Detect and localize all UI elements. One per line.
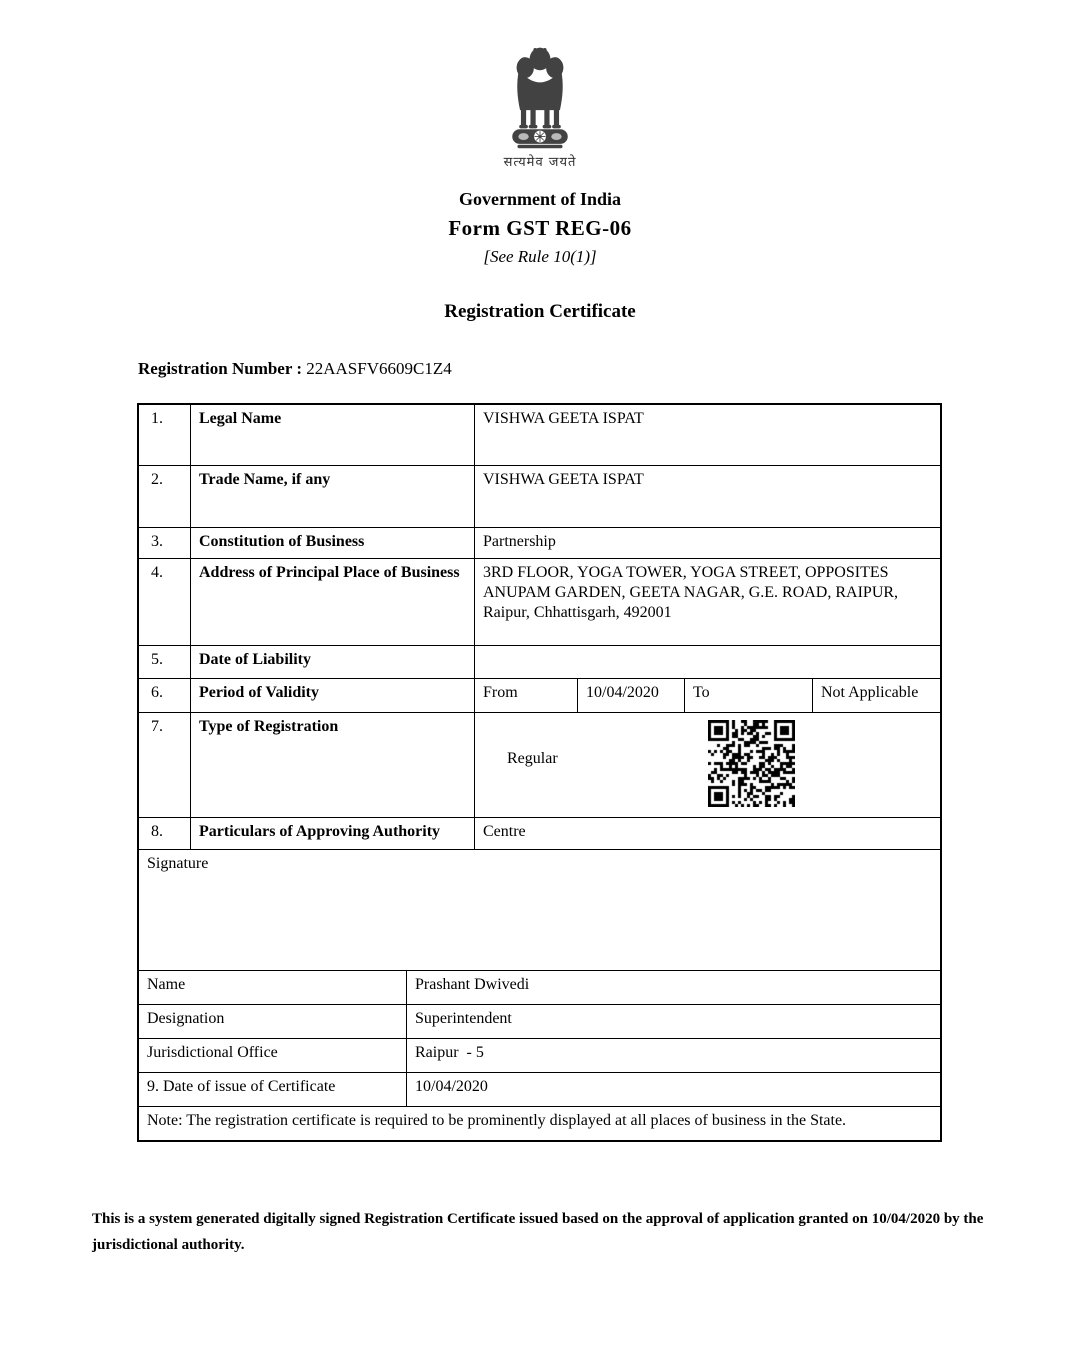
certificate-table	[137, 403, 942, 1142]
row-value: Raipur - 5	[415, 1044, 484, 1061]
note-text: Note: The registration certificate is required to be prominently displayed at all places of business in the State.	[147, 1112, 847, 1129]
row-number: 4.	[139, 559, 191, 645]
table-row-period-of-validity	[139, 678, 940, 712]
table-row-trade-name	[139, 465, 940, 527]
table-row-constitution	[139, 527, 940, 558]
system-generated-note: This is a system generated digitally signed Registration Certificate issued based on the approval of application granted on 10/04/2020 by the jurisdictional authority.	[92, 1211, 984, 1253]
validity-cells	[475, 679, 940, 712]
row-number: 6.	[139, 679, 191, 712]
row-label: Constitution of Business	[191, 528, 475, 558]
row-value	[475, 646, 940, 678]
row-value: Partnership	[483, 533, 556, 550]
registration-type-value: Regular	[507, 750, 558, 767]
row-value: Centre	[483, 823, 526, 840]
table-row-legal-name	[139, 405, 940, 465]
signature-label: Signature	[147, 855, 209, 872]
validity-from-value: 10/04/2020	[578, 679, 685, 712]
row-value: VISHWA GEETA ISPAT	[483, 471, 644, 488]
form-title: Form GST REG-06	[448, 216, 632, 240]
registration-number-value: 22AASFV6609C1Z4	[306, 359, 452, 378]
certificate-title: Registration Certificate	[444, 301, 636, 322]
qr-code	[708, 720, 795, 807]
row-label: Type of Registration	[191, 713, 475, 817]
row-label: 9. Date of issue of Certificate	[139, 1073, 407, 1106]
table-row-date-of-issue	[139, 1072, 940, 1106]
table-row-address	[139, 558, 940, 645]
row-label: Legal Name	[191, 405, 475, 465]
government-title: Government of India	[459, 189, 621, 209]
row-number: 7.	[139, 713, 191, 817]
row-label: Jurisdictional Office	[139, 1039, 407, 1072]
row-label: Name	[139, 971, 407, 1004]
row-value: Superintendent	[415, 1010, 512, 1027]
table-row-name	[139, 970, 940, 1004]
row-number: 3.	[139, 528, 191, 558]
row-label: Designation	[139, 1005, 407, 1038]
table-row-type-of-registration	[139, 712, 940, 817]
emblem-caption: सत्यमेव जयते	[503, 155, 577, 170]
row-label: Date of Liability	[191, 646, 475, 678]
row-label: Address of Principal Place of Business	[191, 559, 475, 645]
table-row-approving-authority	[139, 817, 940, 849]
row-value: 10/04/2020	[415, 1078, 488, 1095]
table-row-note	[139, 1106, 940, 1140]
table-row-date-of-liability	[139, 645, 940, 678]
row-value: Prashant Dwivedi	[415, 976, 530, 993]
row-value: VISHWA GEETA ISPAT	[483, 410, 644, 427]
ashoka-lion-capital-icon	[502, 46, 578, 150]
registration-number-line	[138, 359, 452, 379]
validity-from-label: From	[475, 679, 578, 712]
national-emblem	[0, 46, 1080, 170]
row-number: 8.	[139, 818, 191, 849]
row-label: Particulars of Approving Authority	[191, 818, 475, 849]
row-value: 3RD FLOOR, YOGA TOWER, YOGA STREET, OPPOSITES ANUPAM GARDEN, GEETA NAGAR, G.E. ROAD, RAIPUR, Raipur, Chhattisgarh, 492001	[483, 564, 903, 621]
table-row-jurisdictional-office	[139, 1038, 940, 1072]
row-number: 5.	[139, 646, 191, 678]
row-number: 1.	[139, 405, 191, 465]
registration-number-label: Registration Number :	[138, 359, 302, 378]
rule-reference: [See Rule 10(1)]	[483, 247, 597, 266]
table-row-designation	[139, 1004, 940, 1038]
validity-to-value: Not Applicable	[821, 684, 919, 701]
row-label: Period of Validity	[191, 679, 475, 712]
row-label: Trade Name, if any	[191, 466, 475, 527]
validity-to-label: To	[685, 679, 813, 712]
signature-row	[139, 849, 940, 970]
row-value	[475, 713, 940, 817]
row-number: 2.	[139, 466, 191, 527]
